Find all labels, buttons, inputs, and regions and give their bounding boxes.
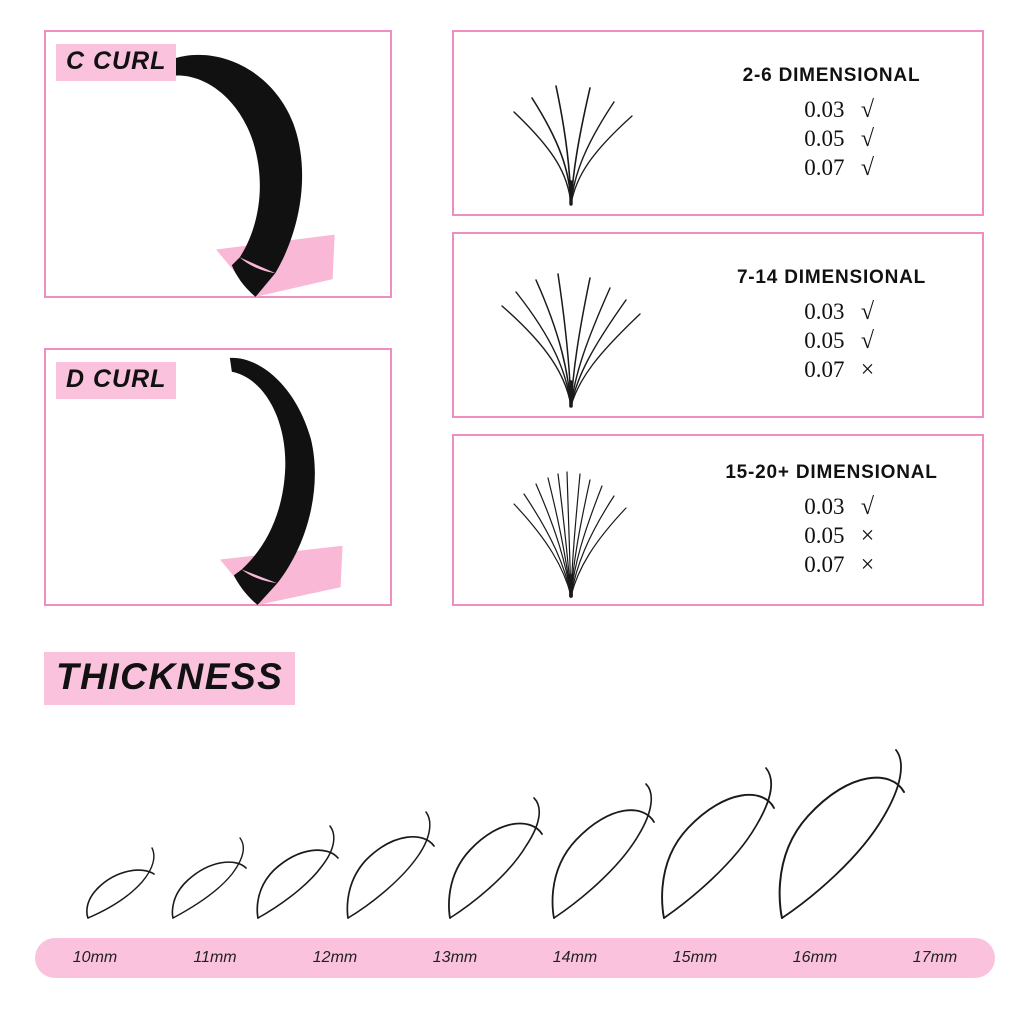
dimension-title: 15-20+ DIMENSIONAL	[725, 461, 938, 483]
d-curl-label: D CURL	[56, 362, 176, 399]
ruler-tick-label: 14mm	[552, 949, 598, 966]
availability-mark: √	[860, 298, 875, 325]
fan-illustration-7-14	[454, 234, 689, 416]
thickness-row	[773, 357, 891, 384]
fan-illustration-2-6	[454, 32, 689, 214]
thickness-heading: THICKNESS	[44, 652, 295, 705]
thickness-size: 0.05	[804, 126, 845, 151]
availability-mark: √	[860, 96, 875, 123]
thickness-row	[773, 552, 891, 579]
thickness-row	[773, 328, 891, 355]
thickness-size: 0.07	[804, 155, 845, 180]
dimension-info-2-6	[689, 65, 982, 182]
thickness-row	[773, 97, 891, 124]
length-ruler	[35, 938, 995, 978]
c-curl-label: C CURL	[56, 44, 176, 81]
ruler-tick-label: 10mm	[72, 949, 118, 966]
fan-illustration-15-20	[454, 436, 689, 604]
dimension-title: 2-6 DIMENSIONAL	[742, 64, 921, 86]
thickness-row	[773, 155, 891, 182]
thickness-row	[773, 523, 891, 550]
dimension-info-7-14	[689, 267, 982, 384]
dimension-panel-2-6	[452, 30, 984, 216]
thickness-size: 0.07	[804, 357, 845, 382]
availability-mark: √	[860, 125, 875, 152]
ruler-tick-label: 13mm	[432, 949, 478, 966]
dimension-title: 7-14 DIMENSIONAL	[736, 266, 927, 288]
thickness-size: 0.03	[804, 494, 845, 519]
availability-mark: ×	[860, 356, 875, 383]
thickness-size: 0.03	[804, 299, 845, 324]
availability-mark: ×	[860, 551, 875, 578]
c-curl-panel	[44, 30, 392, 298]
dimension-panel-7-14	[452, 232, 984, 418]
availability-mark: √	[860, 327, 875, 354]
thickness-row	[773, 494, 891, 521]
lash-length-illustration	[30, 690, 1005, 940]
availability-mark: √	[860, 154, 875, 181]
thickness-row	[773, 126, 891, 153]
thickness-size: 0.05	[804, 328, 845, 353]
thickness-row	[773, 299, 891, 326]
ruler-tick-label: 15mm	[672, 949, 718, 966]
d-curl-panel	[44, 348, 392, 606]
ruler-tick-label: 11mm	[193, 949, 237, 966]
thickness-size: 0.03	[804, 97, 845, 122]
ruler-tick-label: 17mm	[912, 949, 958, 966]
ruler-tick-label: 12mm	[312, 949, 358, 966]
availability-mark: ×	[860, 522, 875, 549]
thickness-size: 0.05	[804, 523, 845, 548]
dimension-panel-15-20	[452, 434, 984, 606]
dimension-info-15-20	[689, 462, 982, 579]
thickness-size: 0.07	[804, 552, 845, 577]
availability-mark: √	[860, 493, 875, 520]
ruler-tick-label: 16mm	[792, 949, 838, 966]
